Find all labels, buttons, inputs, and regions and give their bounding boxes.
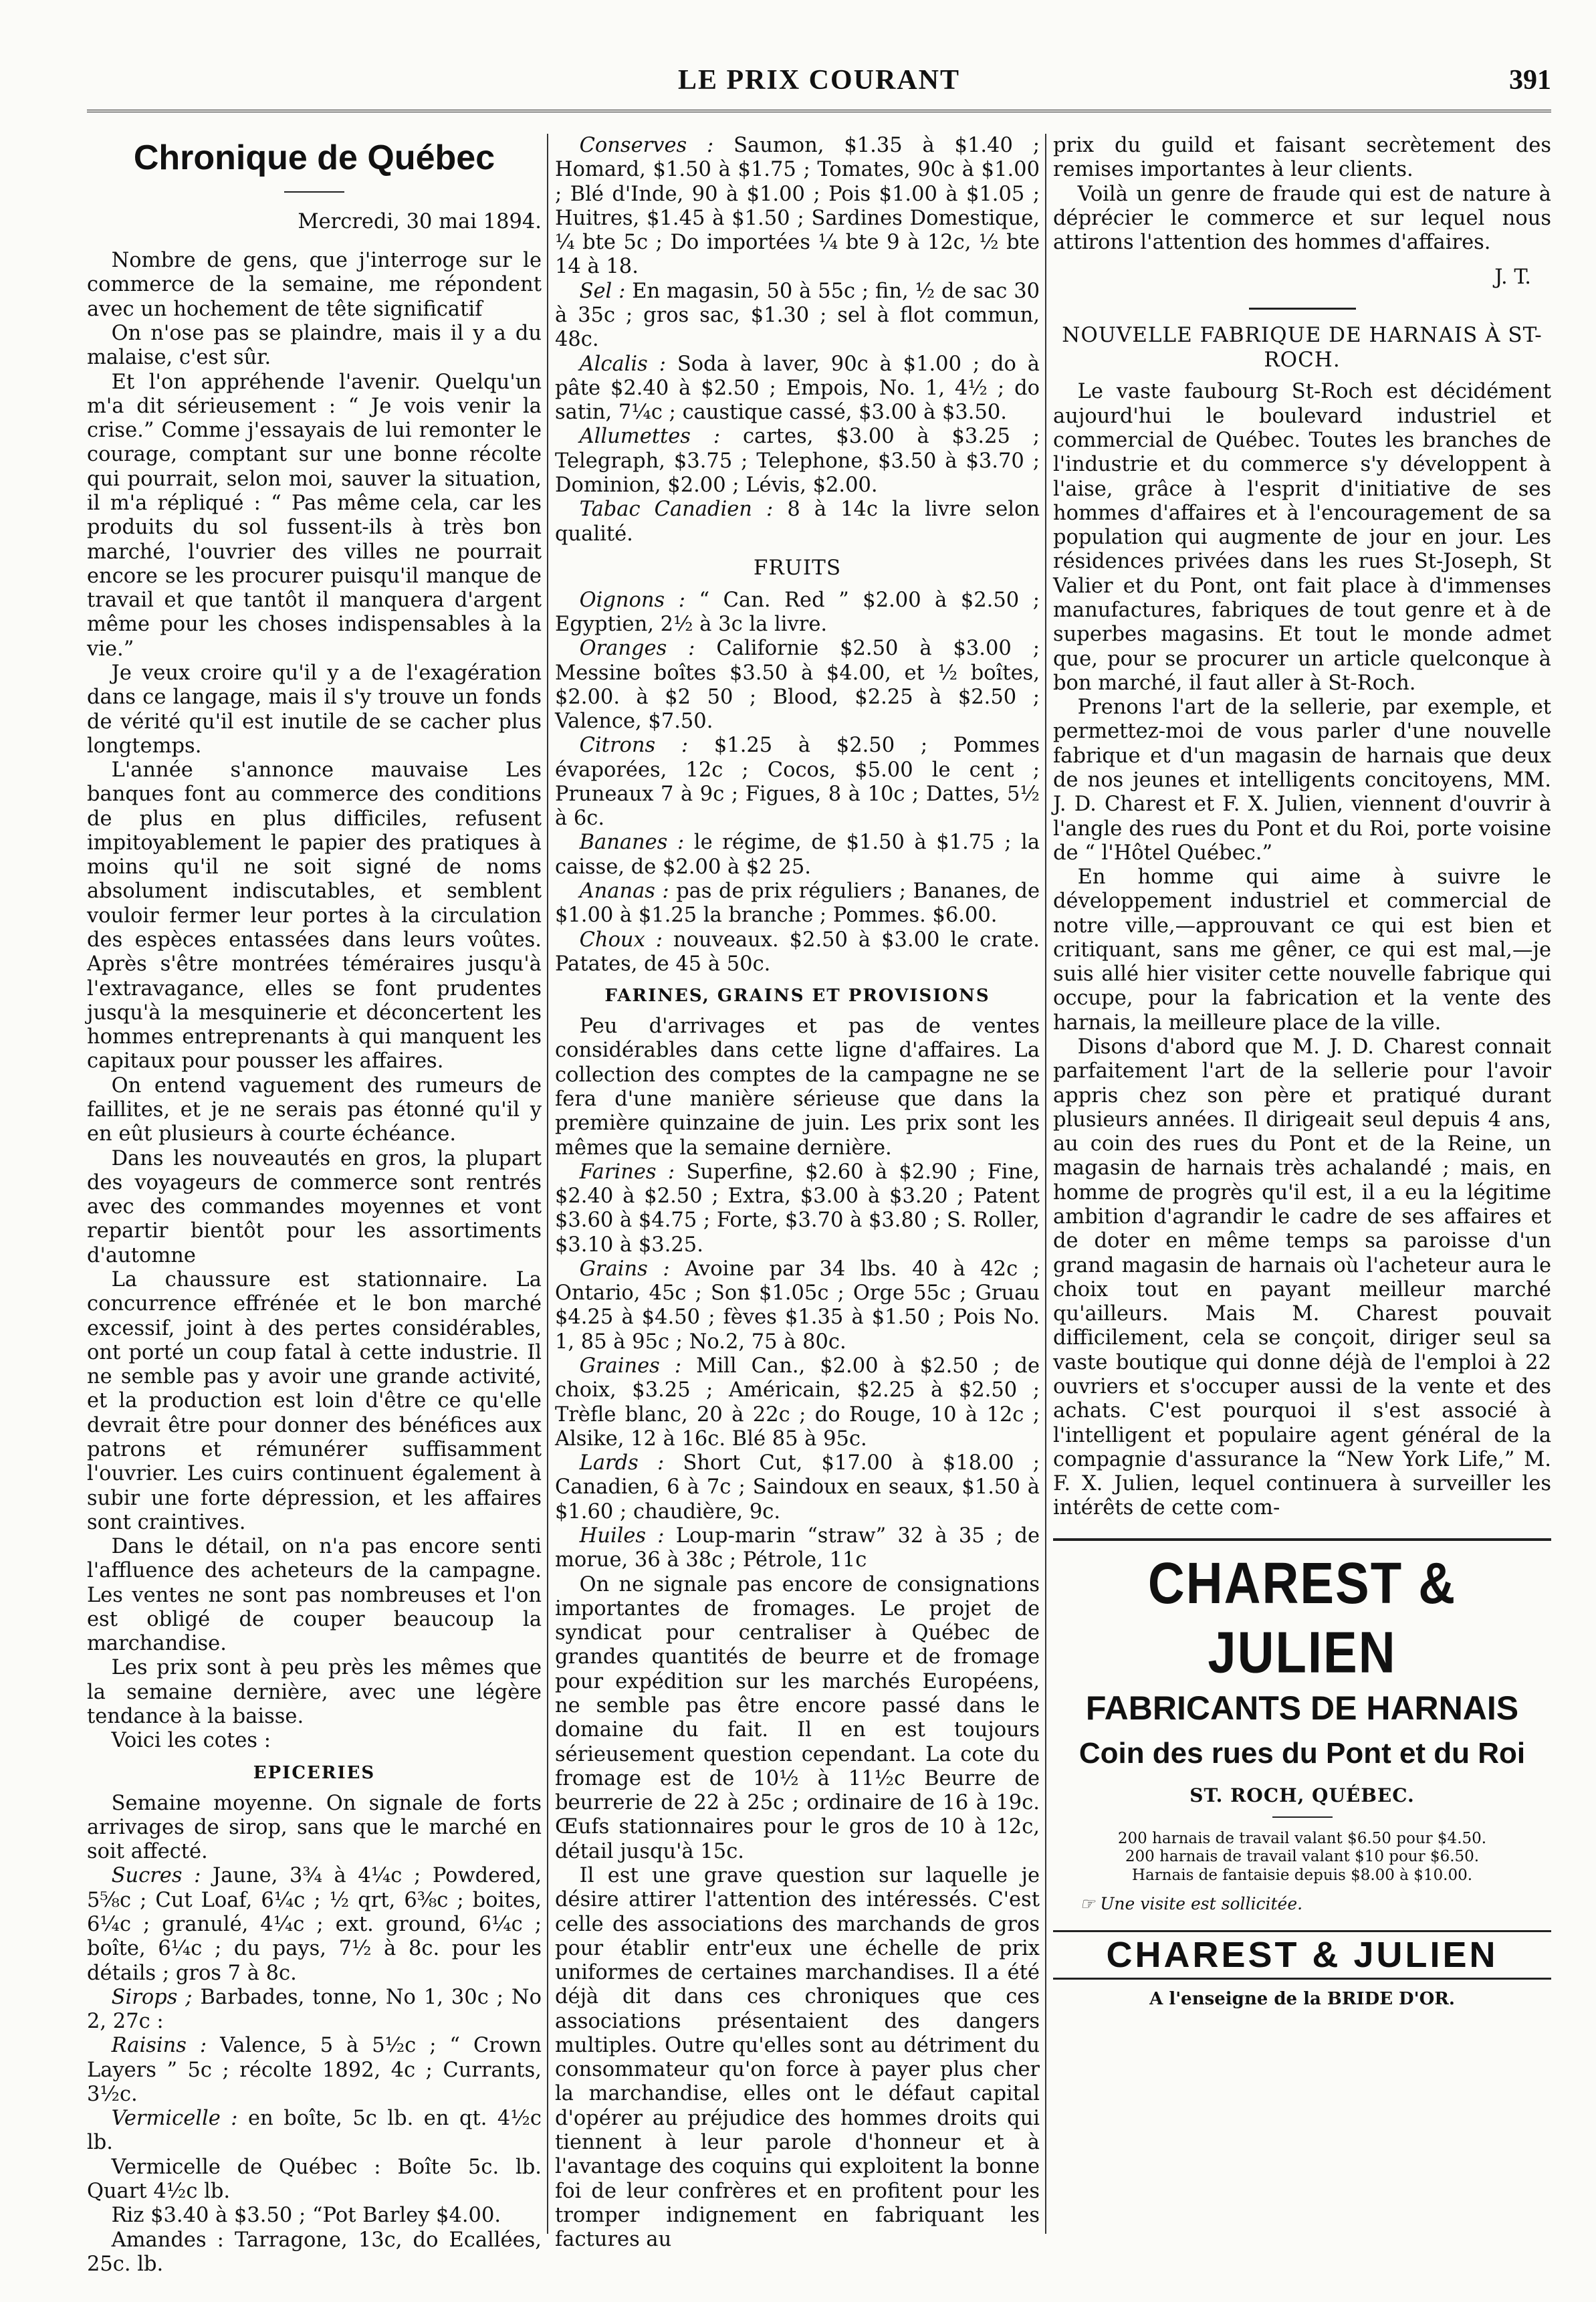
article-title: NOUVELLE FABRIQUE DE HARNAIS À ST-ROCH. xyxy=(1062,322,1543,372)
price-entry-text: Vermicelle de Québec : Boîte 5c. lb. Quart 4½c lb. xyxy=(87,2155,542,2204)
ad-city: ST. ROCH, QUÉBEC. xyxy=(1189,1784,1415,1807)
title-rule xyxy=(284,191,344,193)
price-entry-label: Sel : xyxy=(579,279,626,303)
price-entry xyxy=(555,734,1040,831)
price-entry-label: Huiles : xyxy=(579,1524,665,1548)
price-entry-label: Raisins : xyxy=(111,2034,207,2058)
ad-subtitle: FABRICANTS DE HARNAIS xyxy=(1085,1689,1519,1727)
price-entry-label: Graines : xyxy=(579,1354,682,1378)
price-entry-label: Oranges : xyxy=(579,637,695,661)
ad-company-name-2: CHAREST & JULIEN xyxy=(1053,1930,1551,1980)
price-entry-text: Superfine, $2.60 à $2.90 ; Fine, $2.40 à $2.50 ; Extra, $3.00 à $3.20 ; Patent $3.60 à $4.75 ; Forte, $3.70 à $3.80 ; S. Roller, $3.10 à $3.25. xyxy=(555,1160,1040,1257)
paragraph: Dans le détail, on n'a pas encore senti l'affluence des acheteurs de la campagne. Les ventes ne sont pas nombreuses et l'on est obligé de couper beaucoup la marchandise. xyxy=(87,1535,542,1656)
price-entry xyxy=(555,1354,1040,1451)
price-entry xyxy=(87,2156,542,2204)
column-2 xyxy=(555,134,1040,2252)
price-entry xyxy=(87,2204,542,2228)
continued-paragraph: prix du guild et faisant secrètement des remises importantes à leur clients. xyxy=(1053,134,1551,182)
paragraph: Je veux croire qu'il y a de l'exagération dans ce langage, mais il s'y trouve un fonds de vérité qu'il est inutile de se cacher plus longtemps. xyxy=(87,661,542,758)
price-entry-label: Lards : xyxy=(579,1451,665,1475)
paragraph: L'année s'annonce mauvaise Les banques font au commerce des conditions de plus en plus difficiles, refusent impitoyablement le papier des pratiques à moins qu'il ne soit signé de noms absolument indiscutables, et semblent vouloir fermer leur portes à la circulation des espèces entassées dans leurs voûtes. Après s'être montrées téméraires jusqu'à l'extravagance, elles se font prudentes jusqu'à la mesquinerie et déconcertent les hommes entreprenants à qui manquent les capitaux pour pousser les affaires. xyxy=(87,758,542,1073)
price-entry xyxy=(87,2034,542,2107)
price-entry-label: Sucres : xyxy=(111,1864,201,1888)
price-entry xyxy=(555,589,1040,637)
price-entry xyxy=(555,1524,1040,1573)
section-ornament xyxy=(1249,308,1356,310)
price-entry-text: Jaune, 3¾ à 4¼c ; Powdered, 5⅝c ; Cut Loaf, 6¼c ; ½ qrt, 6⅜c ; boites, 6¼c ; granulé, 4¼c ; ext. ground, 6¼c ; boîte, 6¼c ; du pays, 7½ à 8c. pour les détails ; gros 7 à 8c. xyxy=(87,1864,542,1985)
price-entry-label: Bananes : xyxy=(579,831,685,855)
fruits-heading: FRUITS xyxy=(753,555,842,580)
price-entry xyxy=(87,1986,542,2034)
price-entry-label: Choux : xyxy=(579,928,663,952)
price-entry xyxy=(555,831,1040,879)
price-entry-text: Soda à laver, 90c à $1.00 ; do à pâte $2.40 à $2.50 ; Empois, No. 1, 4½ ; do satin, 7¼c ; caustique cassé, $3.00 à $3.50. xyxy=(555,352,1040,425)
paragraph: Prenons l'art de la sellerie, par exemple, et permettez-moi de vous parler d'une nouvelle fabrique et d'un magasin de harnais que deux de nos jeunes et intelligents concitoyens, MM. J. D. Charest et F. X. Julien, viennent d'ouvrir à l'angle des rues du Pont et du Roi, porte voisine de “ l'Hôtel Québec.” xyxy=(1053,696,1551,865)
price-entry xyxy=(87,1864,542,1985)
fraud-paragraph: Voilà un genre de fraude qui est de nature à déprécier le commerce et sur lequel nous attirons l'attention des hommes d'affaires. xyxy=(1053,182,1551,255)
price-entry-text: en boîte, 5c lb. en qt. 4½c lb. xyxy=(87,2107,542,2155)
price-entry-text: 8 à 14c la livre selon qualité. xyxy=(555,498,1040,546)
column-3 xyxy=(1053,134,1551,2234)
paragraph: On n'ose pas se plaindre, mais il y a du malaise, c'est sûr. xyxy=(87,322,542,370)
price-entry-text: Valence, 5 à 5½c ; “ Crown Layers ” 5c ; récolte 1892, 4c ; Currants, 3½c. xyxy=(87,2034,542,2106)
price-entry xyxy=(87,2107,542,2156)
price-entry-label: Oignons : xyxy=(579,588,685,612)
paragraph: Voici les cotes : xyxy=(111,1729,271,1753)
price-entry xyxy=(555,928,1040,977)
ad-location: Coin des rues du Pont et du Roi xyxy=(1078,1737,1526,1770)
price-entry-text: Mill Can., $2.00 à $2.50 ; de choix, $3.25 ; Américain, $2.25 à $2.50 ; Trèfle blanc, 20 à 22c ; do Rouge, 10 à 12c ; Alsike, 12 à 16c. Blé 85 à 95c. xyxy=(555,1354,1040,1451)
price-entry xyxy=(555,498,1040,546)
header-rule xyxy=(87,110,1551,112)
price-entry-text: Riz $3.40 à $3.50 ; “Pot Barley $4.00. xyxy=(111,2204,501,2228)
price-entry-text: Californie $2.50 à $3.00 ; Messine boîtes $3.50 à $4.00, et ½ boîtes, $2.00. à $2 50 ; Blood, $2.25 à $2.50 ; Valence, $7.50. xyxy=(555,637,1040,734)
price-entry-label: Allumettes : xyxy=(579,425,721,449)
farines-list xyxy=(555,1160,1040,1573)
price-entry-label: Vermicelle : xyxy=(111,2107,238,2131)
paragraph: Dans les nouveautés en gros, la plupart des voyageurs de commerce sont rentrés avec des commandes moyennes et vont repartir bientôt pour les assortiments d'automne xyxy=(87,1146,542,1267)
article-body xyxy=(1053,380,1551,1520)
price-entry-text: Loup-marin “straw” 32 à 35 ; de morue, 36 à 38c ; Pétrole, 11c xyxy=(555,1524,1040,1572)
price-entry xyxy=(87,2228,542,2277)
price-entry-text: “ Can. Red ” $2.00 à $2.50 ; Egyptien, 2½ à 3c la livre. xyxy=(555,588,1040,636)
paragraph: Et l'on appréhende l'avenir. Quelqu'un m'a dit sérieusement : “ Je vois venir la crise.” Comme j'essayais de lui remonter le courage, comptant sur une bonne récolte qui pourrait, selon moi, sauver la situation, il m'a répliqué : “ Pas même cela, car les produits du sol fussent-ils à très bon marché, l'ouvrier des villes ne pourrait encore se les procurer puisqu'il manque de travail et que tantôt il manquera d'argent même pour les choses indispensables à la vie.” xyxy=(87,370,542,661)
price-entry xyxy=(555,425,1040,498)
column-divider-1 xyxy=(547,134,548,2234)
ad-company-name: CHAREST & JULIEN xyxy=(1147,1550,1457,1686)
column-2-closing-text xyxy=(555,1573,1040,2253)
farines-intro: Peu d'arrivages et pas de ventes considérables dans cette ligne d'affaires. La collection des comptes de la campagne ne se fera d'une manière sérieuse que dans la première quinzaine de juin. Les prix sont les mêmes que la semaine dernière. xyxy=(555,1015,1040,1160)
price-entry-text: $1.25 à $2.50 ; Pommes évaporées, 12c ; Cocos, $5.00 le cent ; Pruneaux 7 à 9c ; Figues, 8 à 10c ; Dattes, 5½ à 6c. xyxy=(555,734,1040,831)
author-signature: J. T. xyxy=(1494,266,1531,290)
price-entry xyxy=(555,1257,1040,1354)
page-number: 391 xyxy=(1509,65,1551,96)
ad-offer-3: Harnais de fantaisie depuis $8.00 à $10.00. xyxy=(1131,1866,1473,1884)
chronicle-title: Chronique de Québec xyxy=(133,138,495,177)
price-entry-text: Barbades, tonne, No 1, 30c ; No 2, 27c : xyxy=(87,1985,542,2034)
paragraph: On ne signale pas encore de consignations importantes de fromages. Le projet de syndicat pour centraliser à Québec de grandes quantités de beurre et de fromage pour expédition sur les marchés Européens, ne semble pas être encore passé dans le domaine du fait. Il en est toujours sérieusement question cependant. La cote du fromage est de 10½ à 11½c Beurre de beurrerie de 22 à 25c ; ordinaire de 16 à 19c. Œufs stationnaires pour le gros de 10 à 12c, détail jusqu'à 15c. xyxy=(555,1572,1040,1863)
price-entry-label: Alcalis : xyxy=(579,352,666,376)
price-entry-label: Citrons : xyxy=(579,734,689,758)
price-entry-text: Avoine par 34 lbs. 40 à 42c ; Ontario, 45c ; Son $1.05c ; Orge 55c ; Gruau $4.25 à $4.50 ; fèves $1.35 à $1.50 ; Pois No. 1, 85 à 95c ; No.2, 75 à 80c. xyxy=(555,1257,1040,1354)
paragraph: La chaussure est stationnaire. La concurrence effrénée et le bon marché excessif, joint à des pertes considérables, ont porté un coup fatal à cette industrie. Il ne semble pas y avoir une grande activité, et la production est loin d'être ce qu'elle devrait être pour donner des bénéfices aux patrons et rémunérer suffisamment l'ouvrier. Les cuirs continuent également à subir une forte dépression, et les affaires sont craintives. xyxy=(87,1267,542,1534)
fruits-list xyxy=(555,589,1040,977)
paragraph: Nombre de gens, que j'interroge sur le commerce de la semaine, me répondent avec un hochement de tête significatif xyxy=(87,249,542,321)
ad-offer-1: 200 harnais de travail valant $6.50 pour $4.50. xyxy=(1117,1829,1487,1847)
paragraph: Le vaste faubourg St-Roch est décidément aujourd'hui le boulevard industriel et commercial de Québec. Toutes les branches de l'industrie et du commerce s'y développent à l'aise, grâce à l'esprit d'initiative de ses hommes d'affaires et à l'encouragement de sa population qui augmente de jour en jour. Les résidences privées dans les rues St-Joseph, St Valier et du Pont, ont fait place à d'immenses manufactures, fabriques de tout genre et à de superbes magasins. Et tout le monde admet que, pour se procurer un article quelconque à bon marché, il faut aller à St-Roch. xyxy=(1053,380,1551,695)
advertisement xyxy=(1053,1538,1551,2010)
paragraph: Disons d'abord que M. J. D. Charest connait parfaitement l'art de la sellerie pour l'avoir appris chez son père et pratiqué durant plusieurs années. Il dirigeait seul depuis 4 ans, au coin des rues du Pont et de la Reine, un magasin de harnais très achalandé ; mais, en homme de progrès qu'il est, il a eu la légitime ambition d'agrandir le cadre de ses affaires et de doter en même temps sa paroisse d'un grand magasin de harnais où l'acheteur aura le choix tout en payant meilleur marché qu'ailleurs. Mais M. Charest pouvait difficilement, cela se conçoit, diriger seul sa vaste boutique qui donne déjà de l'emploi à 22 ouvriers et s'occuper aussi de la vente et des achats. C'est pourquoi il s'est associé à l'intelligent et populaire agent général de la compagnie d'assurance la “New York Life,” M. F. X. Julien, lequel continuera à surveiller les intérêts de cette com- xyxy=(1053,1035,1551,1520)
price-entry xyxy=(555,879,1040,928)
price-entry-text: nouveaux. $2.50 à $3.00 le crate. Patates, de 45 à 50c. xyxy=(555,928,1040,976)
price-entry-label: Farines : xyxy=(579,1160,675,1184)
ad-offer-2: 200 harnais de travail valant $10 pour $6.50. xyxy=(1125,1848,1480,1866)
price-entry xyxy=(555,352,1040,425)
price-entry xyxy=(555,134,1040,280)
price-entry xyxy=(555,280,1040,352)
price-entry-label: Grains : xyxy=(579,1257,670,1281)
price-entry-text: le régime, de $1.50 à $1.75 ; la caisse, de $2.00 à $2 25. xyxy=(555,831,1040,879)
column-divider-2 xyxy=(1045,134,1046,2234)
paragraph: En homme qui aime à suivre le développement industriel et commercial de notre ville,—approuvant ce qui est bien et critiquant, sans me gêner, ce qui est mal,—je suis allé hier visiter cette nouvelle fabrique qui occupe, pour la fabrication et la vente des harnais, la meilleure place de la ville. xyxy=(1053,865,1551,1035)
chronicle-date: Mercredi, 30 mai 1894. xyxy=(298,209,542,233)
price-entry-label: Ananas : xyxy=(579,879,669,904)
chronicle-body xyxy=(87,249,542,1753)
price-entry-text: En magasin, 50 à 55c ; fin, ½ de sac 30 à 35c ; gros sac, $1.30 ; sel à flot commun, 48c. xyxy=(555,279,1040,352)
price-entry-text: Amandes : Tarragone, 13c, do Ecallées, 25c. lb. xyxy=(87,2228,542,2276)
journal-title: LE PRIX COURANT xyxy=(677,65,961,96)
paragraph: Il est une grave question sur laquelle je désire attirer l'attention des intéressés. C'est celle des associations des marchands de gros pour établir entr'eux une échelle de prix uniformes de certaines marchandises. Il a été déjà dit dans ces chroniques que ces associations présentaient des dangers multiples. Outre qu'elles sont au détriment du consommateur qu'on force à payer plus cher la marchandise, elles ont le défaut capital d'opérer au préjudice des hommes droits qui tiennent à leur parole d'honneur et à l'avantage des coquins qui exploitent la bonne foi de leur confrères et en profitent pour les tromper indignement en fabriquant les factures au xyxy=(555,1863,1040,2252)
price-entry-text: Short Cut, $17.00 à $18.00 ; Canadien, 6 à 7c ; Saindoux en seaux, $1.50 à $1.60 ; chaudière, 9c. xyxy=(555,1451,1040,1524)
epiceries-heading: EPICERIES xyxy=(253,1762,376,1783)
price-entry-label: Tabac Canadien : xyxy=(579,498,774,522)
goods-list-a xyxy=(555,134,1040,546)
price-entry-text: cartes, $3.00 à $3.25 ; Telegraph, $3.75 ; Telephone, $3.50 à $3.70 ; Dominion, $2.00 ; Lévis, $2.00. xyxy=(555,425,1040,497)
price-entry xyxy=(555,637,1040,734)
price-entry-text: pas de prix réguliers ; Bananes, de $1.00 à $1.25 la branche ; Pommes. $6.00. xyxy=(555,879,1040,928)
epiceries-intro: Semaine moyenne. On signale de forts arrivages de sirop, sans que le marché en soit affecté. xyxy=(87,1791,542,1864)
column-1 xyxy=(87,134,542,2276)
price-entry-label: Conserves : xyxy=(579,134,714,157)
ad-sign: A l'enseigne de la BRIDE D'OR. xyxy=(1149,1989,1455,2010)
price-entry-label: Sirops ; xyxy=(111,1985,193,2009)
price-entry xyxy=(555,1160,1040,1257)
farines-heading: FARINES, GRAINS ET PROVISIONS xyxy=(604,986,990,1007)
ad-visit-note: ☞ Une visite est sollicitée. xyxy=(1080,1894,1303,1914)
epiceries-list xyxy=(87,1864,542,2277)
ad-rule xyxy=(1272,1816,1333,1818)
page-header xyxy=(87,64,1551,104)
paragraph: On entend vaguement des rumeurs de faillites, et je ne serais pas étonné qu'il y en eût plusieurs à courte échéance. xyxy=(87,1073,542,1146)
paragraph: Les prix sont à peu près les mêmes que la semaine dernière, avec une légère tendance à la baisse. xyxy=(87,1656,542,1729)
price-entry xyxy=(555,1451,1040,1524)
price-entry-text: Saumon, $1.35 à $1.40 ; Homard, $1.50 à $1.75 ; Tomates, 90c à $1.00 ; Blé d'Inde, 90 à $1.00 ; Pois $1.00 à $1.05 ; Huitres, $1.45 à $1.50 ; Sardines Domestique, ¼ bte 5c ; Do importées ¼ bte 9 à 12c, ½ bte 14 à 18. xyxy=(555,134,1040,279)
